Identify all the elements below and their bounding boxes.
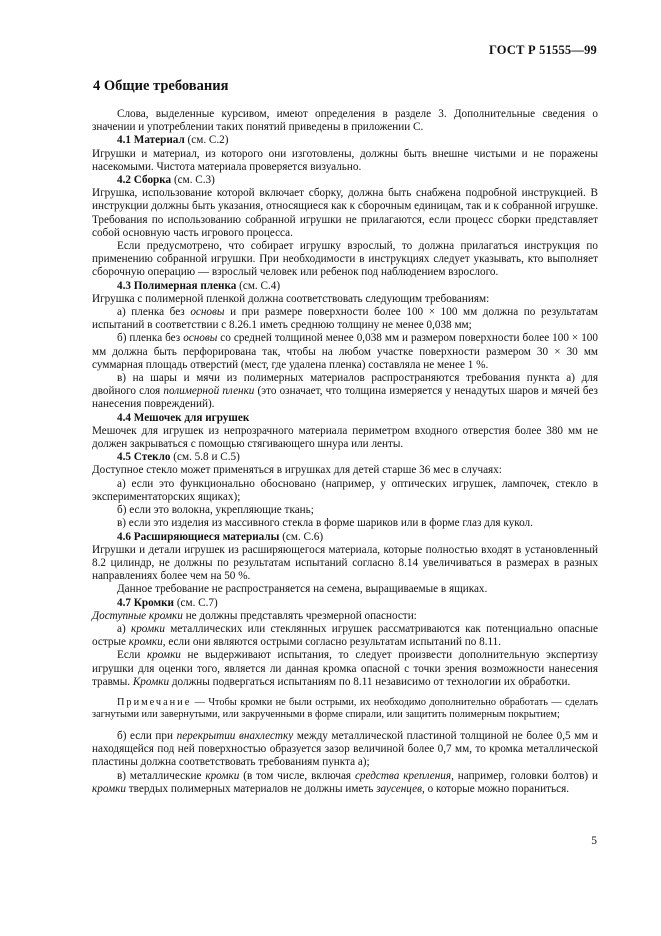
intro-paragraph: Слова, выделенные курсивом, имеют определения в разделе 3. Дополнительные сведения о значении и употреблении таких понятий приведены в приложении С. xyxy=(92,108,598,134)
document-header: ГОСТ Р 51555—99 xyxy=(488,43,597,57)
section-4-5-item-a: а) если это функционально обосновано (например, у оптических игрушек, лампочек, стекло в экспериментаторских ящиках); xyxy=(92,477,598,503)
section-4-3-item-a: а) пленка без основы и при размере поверхности более 100 × 100 мм должна по результатам испытаний в соответствии с 8.26.1 иметь среднюю толщину не менее 0,038 мм; xyxy=(92,306,599,332)
section-4-6-paragraph: Данное требование не распространяется на семена, выращиваемые в ящиках. xyxy=(117,583,488,596)
section-4-2-paragraph: Игрушка, использование которой включает сборку, должна быть снабжена подробной инструкцией. В инструкции должны быть указания, относящиеся как к сборочным единицам, так и к собранной игрушке. Требования по использованию собранной игрушки не прилагаются, если процесс сборки представляет собой основную часть игрового процесса. xyxy=(92,187,598,239)
section-4-5-heading: 4.5 Стекло (см. 5.8 и С.5) xyxy=(117,451,240,464)
section-4-3-item-b: б) пленка без основы со средней толщиной менее 0,038 мм и размером поверхности более 100 × 100 мм должна быть перфорирована так, чтобы на любом участке поверхности размером 30 × 30 мм суммарная площадь отверстий (мест, где удалена пленка) составляла не менее 1 %. xyxy=(92,332,598,371)
section-4-5-item-c: в) если это изделия из массивного стекла в форме шариков или в форме глаз для кукол. xyxy=(117,517,533,530)
section-4-7-item-c: в) металлические кромки (в том числе, включая средства крепления, например, головки болтов) и кромки твердых полимерных материалов не должны иметь заусенцев, о которые можно пораниться. xyxy=(92,769,598,795)
section-4-3-paragraph: Игрушка с полимерной пленкой должна соответствовать следующим требованиям: xyxy=(92,292,490,305)
section-4-2-heading: 4.2 Сборка (см. С.3) xyxy=(117,174,215,187)
section-4-4-text: Мешочек для игрушек из непрозрачного материала периметром входного отверстия более 380 мм не должен закрываться с помощью стягивающего шнура или ленты. xyxy=(92,424,598,451)
page-number: 5 xyxy=(591,835,597,847)
section-4-7-paragraph: Доступные кромки не должны представлять чрезмерной опасности: xyxy=(92,609,417,622)
section-4-7-item-a: а) кромки металлических или стеклянных игрушек рассматриваются как потенциально опасные острые кромки, если они являются острыми согласно результатам испытаний по 8.11. xyxy=(92,622,598,649)
document-body xyxy=(92,108,598,796)
section-4-2-paragraph: Если предусмотрено, что собирает игрушку взрослый, то должна прилагаться инструкция по применению собранной игрушки. При необходимости в инструкциях следует указывать, кто выполняет сборочную операцию — взрослый человек или ребенок под наблюдением взрослого. xyxy=(92,240,598,279)
section-4-1-text: Игрушки и материал, из которого они изготовлены, должны быть внешне чистыми и не поражены насекомыми. Чистота материала проверяется визуально. xyxy=(92,147,598,173)
section-4-6-paragraph: Игрушки и детали игрушек из расширяющегося материала, которые полностью входят в установленный 8.2 цилиндр, не должны по результатам испытаний согласно 8.14 увеличиваться в размерах в разных направлениях более чем на 50 %. xyxy=(92,543,598,583)
section-4-5-paragraph: Доступное стекло может применяться в игрушках для детей старше 36 мес в случаях: xyxy=(92,464,502,477)
section-4-7-item-b: б) если при перекрытии внахлестку между металлической пластиной толщиной не более 0,5 мм и находящейся под ней поверхностью образуется зазор величиной более 0,7 мм, то кромка металлической пластины должна соответствовать требованиям пункта а); xyxy=(92,729,598,769)
section-4-7-paragraph: Если кромки не выдерживают испытания, то следует произвести дополнительную экспертизу игрушки для оценки того, является ли данная кромка опасной с точки зрения возможности нанесения травмы. Кромки должны подвергаться испытаниям по 8.11 независимо от технологии их обработки. xyxy=(92,649,598,688)
section-4-1-heading: 4.1 Материал (см. С.2) xyxy=(117,134,229,147)
section-4-7-heading: 4.7 Кромки (см. С.7) xyxy=(117,596,218,609)
section-4-7-note: Примечание — Чтобы кромки не были острыми, их необходимо дополнительно обработать — сделать загнутыми или завернутыми, или закрученными в форме спирали, или защитить полимерным покрытием; xyxy=(92,696,598,721)
section-4-4-heading: 4.4 Мешочек для игрушек xyxy=(117,411,250,424)
section-4-6-heading: 4.6 Расширяющиеся материалы (см. С.6) xyxy=(117,530,324,543)
section-title: 4 Общие требования xyxy=(93,78,229,94)
section-4-5-item-b: б) если это волокна, укрепляющие ткань; xyxy=(117,504,314,517)
section-4-3-heading: 4.3 Полимерная пленка (см. С.4) xyxy=(117,279,281,292)
section-4-3-item-c: в) на шары и мячи из полимерных материалов распространяются требования пункта а) для двойного слоя полимерной пленки (это означает, что толщина измеряется у ненадутых шаров и мячей без нанесения повреждений). xyxy=(92,372,598,411)
